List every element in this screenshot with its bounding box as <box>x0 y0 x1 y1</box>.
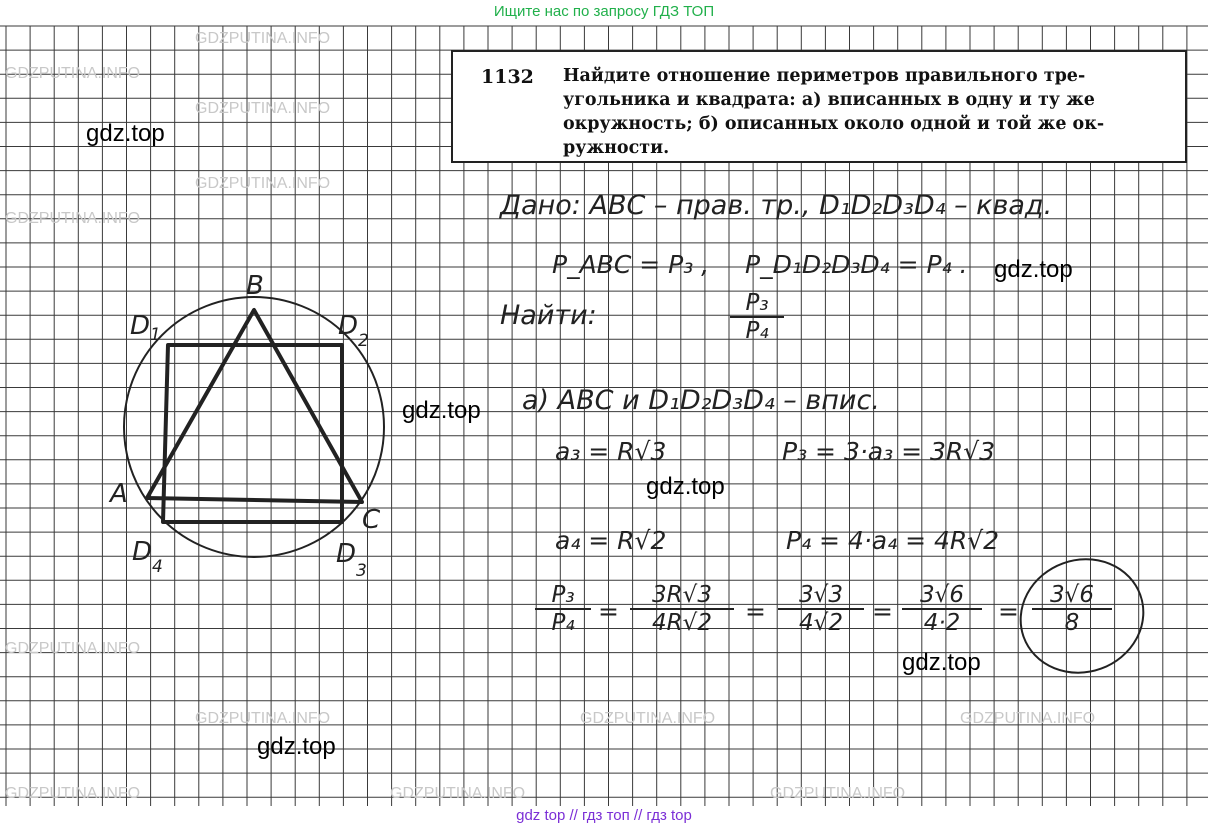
gdz-watermark: gdz.top <box>646 473 725 500</box>
faint-watermark: GDZPUTINA.INFO <box>770 785 906 802</box>
gdz-watermark: gdz.top <box>402 397 481 424</box>
ratio-fraction-3 <box>902 582 982 636</box>
ratio-fraction-2 <box>778 582 864 636</box>
equals-sign: = <box>872 597 893 626</box>
vertex-label-d1: $D_1$ <box>130 311 161 345</box>
triangle-perimeter: P₃ = 3·a₃ = 3R√3 <box>782 437 996 466</box>
gdz-watermark: gdz.top <box>86 120 165 147</box>
ratio-lhs-denominator: P₄ <box>551 610 575 636</box>
vertex-label-d3: $D_3$ <box>336 539 367 581</box>
fraction-1-denominator: 4R√2 <box>652 610 712 636</box>
faint-watermark: GDZPUTINA.INFO <box>195 30 331 47</box>
faint-watermark: GDZPUTINA.INFO <box>390 785 526 802</box>
faint-watermark: GDZPUTINA.INFO <box>195 175 331 192</box>
vertex-label-d4: $D_4$ <box>132 537 163 577</box>
faint-watermark: GDZPUTINA.INFO <box>580 710 716 727</box>
fraction-2-denominator: 4√2 <box>799 610 843 636</box>
fraction-2-numerator: 3√3 <box>778 582 864 610</box>
square-side: a₄ = R√2 <box>555 526 667 555</box>
perimeter-triangle-def: P_ABC = P₃ , <box>552 250 710 279</box>
part-a-heading: а) ABC и D₁D₂D₃D₄ – впис. <box>522 385 880 416</box>
faint-watermark: GDZPUTINA.INFO <box>5 785 141 802</box>
vertex-label-d2: $D_2$ <box>338 311 369 351</box>
inscribed-triangle <box>147 310 362 502</box>
equals-sign: = <box>598 597 619 626</box>
footer-links[interactable]: gdz top // гдз топ // гдз top <box>0 806 1208 826</box>
faint-watermark: GDZPUTINA.INFO <box>195 710 331 727</box>
triangle-side: a₃ = R√3 <box>555 437 667 466</box>
vertex-label-c: C <box>362 505 381 535</box>
equals-sign: = <box>998 597 1019 626</box>
fraction-1-numerator: 3R√3 <box>630 582 734 610</box>
problem-statement-box <box>451 50 1187 163</box>
given-line: Дано: ABC – прав. тр., D₁D₂D₃D₄ – квад. <box>500 190 1053 221</box>
vertex-label-a: A <box>110 479 128 509</box>
search-hint-link[interactable]: Ищите нас по запросу ГДЗ ТОП <box>0 0 1208 24</box>
answer-denominator: 8 <box>1064 610 1080 636</box>
geometry-figure <box>90 270 510 600</box>
problem-text: Найдите отношение периметров правильного тре- угольника и квадрата: а) вписанных в одну и ту же окружность; б) описанных около одной и той же ок- ружности. <box>563 66 1105 158</box>
find-label: Найти: <box>500 300 597 331</box>
fraction-3-numerator: 3√6 <box>902 582 982 610</box>
gdz-watermark: gdz.top <box>994 256 1073 283</box>
faint-watermark: GDZPUTINA.INFO <box>5 210 141 227</box>
gdz-watermark: gdz.top <box>902 649 981 676</box>
answer-numerator: 3√6 <box>1032 582 1112 610</box>
faint-watermark: GDZPUTINA.INFO <box>960 710 1096 727</box>
fraction-3-denominator: 4·2 <box>923 610 961 636</box>
inscribed-square <box>163 345 342 522</box>
find-denominator: P₄ <box>745 318 769 344</box>
vertex-label-b: B <box>246 271 264 301</box>
ratio-lhs-numerator: P₃ <box>535 582 591 610</box>
square-perimeter: P₄ = 4·a₄ = 4R√2 <box>786 526 1000 555</box>
gdz-watermark: gdz.top <box>257 733 336 760</box>
answer-fraction <box>1032 582 1112 636</box>
faint-watermark: GDZPUTINA.INFO <box>5 65 141 82</box>
perimeter-square-def: P_D₁D₂D₃D₄ = P₄ . <box>745 250 968 279</box>
ratio-fraction-1 <box>630 582 734 636</box>
find-numerator: P₃ <box>730 290 784 318</box>
find-fraction <box>730 290 784 344</box>
problem-number: 1132 <box>481 66 534 88</box>
equals-sign: = <box>745 597 766 626</box>
faint-watermark: GDZPUTINA.INFO <box>195 100 331 117</box>
faint-watermark: GDZPUTINA.INFO <box>5 640 141 657</box>
ratio-lhs-fraction <box>535 582 591 636</box>
